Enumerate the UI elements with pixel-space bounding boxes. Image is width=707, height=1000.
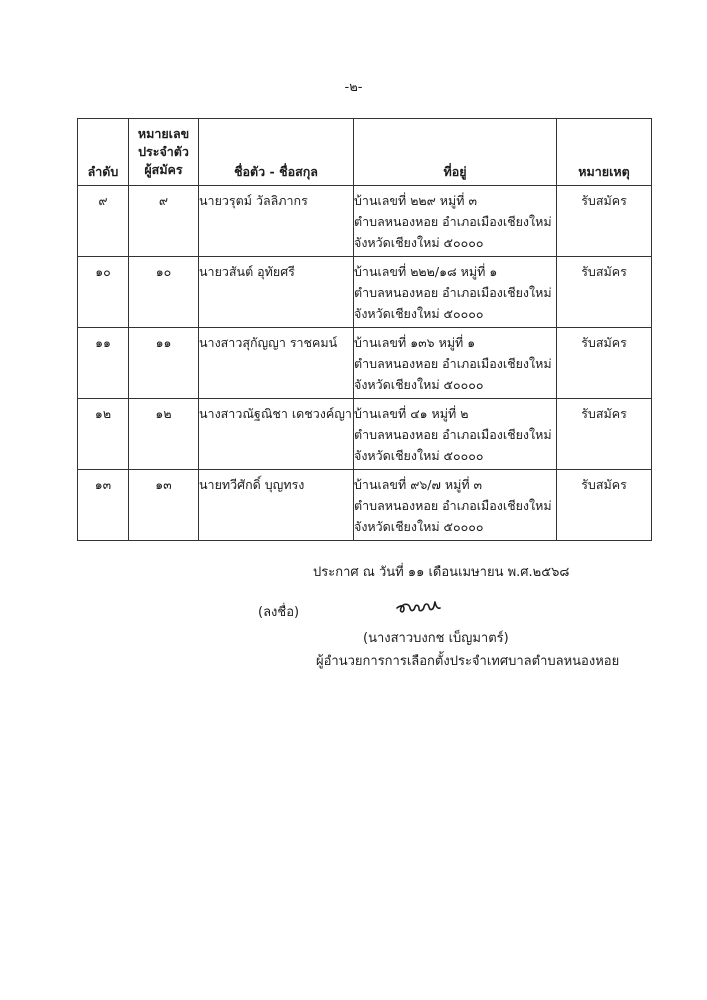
signer-title: ผู้อำนวยการการเลือกตั้งประจำเทศบาลตำบลหนองหอย <box>316 654 620 669</box>
address-line: จังหวัดเชียงใหม่ ๕๐๐๐๐ <box>354 448 484 463</box>
handwritten-signature <box>395 597 441 623</box>
table-row <box>78 257 652 328</box>
row-note: รับสมัคร <box>557 186 652 257</box>
row-note: รับสมัคร <box>557 257 652 328</box>
row-seq: ๑๑ <box>78 328 129 399</box>
row-note: รับสมัคร <box>557 399 652 470</box>
address-line: ตำบลหนองหอย อำเภอเมืองเชียงใหม่ <box>354 356 552 371</box>
header-number-line: ประจำตัว <box>138 144 189 159</box>
row-name: นายทวีศักดิ์ บุญทรง <box>199 470 354 541</box>
row-address <box>354 186 557 257</box>
address-line: บ้านเลขที่ ๑๓๖ หมู่ที่ ๑ <box>354 335 476 350</box>
row-address <box>354 257 557 328</box>
row-address <box>354 328 557 399</box>
header-seq: ลำดับ <box>78 119 129 186</box>
row-seq: ๙ <box>78 186 129 257</box>
header-name: ชื่อตัว - ชื่อสกุล <box>199 119 354 186</box>
header-number-line: ผู้สมัคร <box>144 162 183 177</box>
row-candidate-number: ๑๐ <box>129 257 199 328</box>
row-seq: ๑๒ <box>78 399 129 470</box>
row-name: นายวรุตม์ วัลลิภากร <box>199 186 354 257</box>
candidate-table <box>77 118 652 541</box>
row-name: นายวสันต์ อุทัยศรี <box>199 257 354 328</box>
header-address: ที่อยู่ <box>354 119 557 186</box>
address-line: บ้านเลขที่ ๒๒๒/๑๘ หมู่ที่ ๑ <box>354 264 498 279</box>
table-row <box>78 399 652 470</box>
address-line: จังหวัดเชียงใหม่ ๕๐๐๐๐ <box>354 519 484 534</box>
address-line: จังหวัดเชียงใหม่ ๕๐๐๐๐ <box>354 235 484 250</box>
header-number-line: หมายเลข <box>137 126 190 141</box>
signer-name: (นางสาวบงกช เบ็ญมาตร์) <box>363 631 509 646</box>
address-line: บ้านเลขที่ ๔๑ หมู่ที่ ๒ <box>354 406 469 421</box>
row-candidate-number: ๑๓ <box>129 470 199 541</box>
signature-scribble-icon <box>395 597 441 619</box>
address-line: ตำบลหนองหอย อำเภอเมืองเชียงใหม่ <box>354 498 552 513</box>
address-line: บ้านเลขที่ ๒๒๙ หมู่ที่ ๓ <box>354 193 478 208</box>
row-candidate-number: ๑๒ <box>129 399 199 470</box>
row-name: นางสาวณัฐณิชา เดชวงค์ญา <box>199 399 354 470</box>
row-name: นางสาวสุกัญญา ราชคมน์ <box>199 328 354 399</box>
header-candidate-number <box>129 119 199 186</box>
row-candidate-number: ๑๑ <box>129 328 199 399</box>
address-line: ตำบลหนองหอย อำเภอเมืองเชียงใหม่ <box>354 214 552 229</box>
page-number: -๒- <box>344 80 363 95</box>
row-address <box>354 470 557 541</box>
address-line: ตำบลหนองหอย อำเภอเมืองเชียงใหม่ <box>354 285 552 300</box>
header-note: หมายเหตุ <box>557 119 652 186</box>
row-note: รับสมัคร <box>557 470 652 541</box>
address-line: ตำบลหนองหอย อำเภอเมืองเชียงใหม่ <box>354 427 552 442</box>
row-seq: ๑๓ <box>78 470 129 541</box>
table-row <box>78 328 652 399</box>
table-row <box>78 470 652 541</box>
table-row <box>78 186 652 257</box>
address-line: จังหวัดเชียงใหม่ ๕๐๐๐๐ <box>354 377 484 392</box>
row-note: รับสมัคร <box>557 328 652 399</box>
announcement-date: ประกาศ ณ วันที่ ๑๑ เดือนเมษายน พ.ศ.๒๕๖๘ <box>313 565 570 580</box>
row-address <box>354 399 557 470</box>
signature-label: (ลงชื่อ) <box>258 605 300 620</box>
address-line: บ้านเลขที่ ๙๖/๗ หมู่ที่ ๓ <box>354 477 483 492</box>
row-seq: ๑๐ <box>78 257 129 328</box>
row-candidate-number: ๙ <box>129 186 199 257</box>
address-line: จังหวัดเชียงใหม่ ๕๐๐๐๐ <box>354 306 484 321</box>
table-header-row <box>78 119 652 186</box>
